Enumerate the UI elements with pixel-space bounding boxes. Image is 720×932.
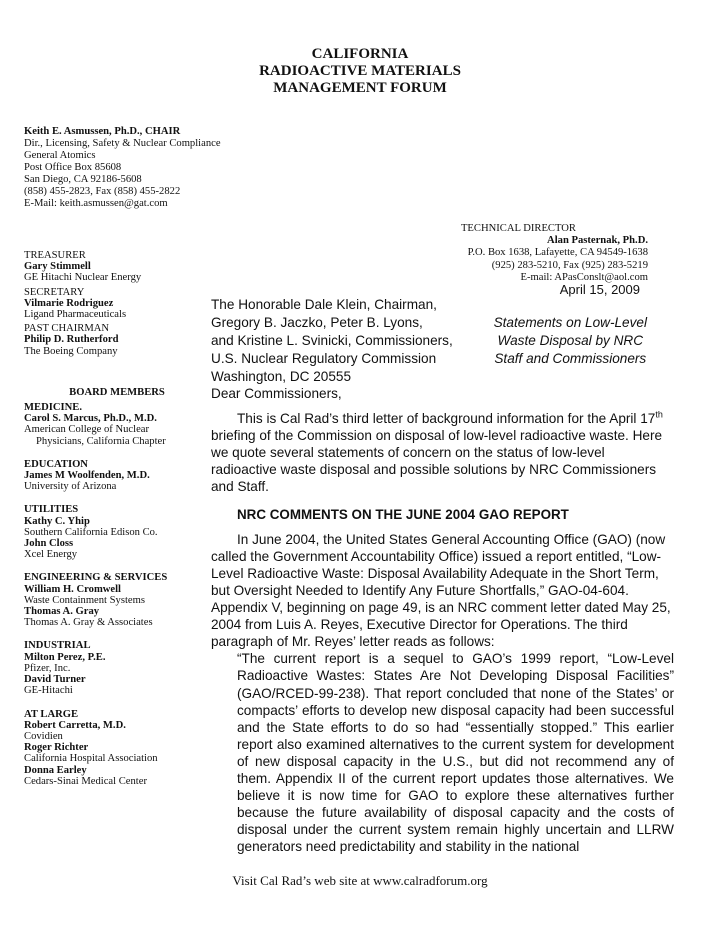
addressee-line: and Kristine L. Svinicki, Commissioners, (211, 333, 453, 348)
member-name: David Turner (24, 674, 86, 686)
subject-block (494, 314, 647, 368)
member-name: Carol S. Marcus, Ph.D., M.D. (24, 413, 157, 425)
superscript: th (655, 409, 663, 420)
officer-role: PAST CHAIRMAN (24, 323, 110, 335)
board-category-medicine (24, 402, 210, 447)
member-name: Robert Carretta, M.D. (24, 719, 126, 731)
board-category-industrial (24, 640, 210, 696)
subject-line: Staff and Commissioners (494, 351, 647, 366)
member-org: University of Arizona (24, 481, 117, 493)
member-name: Thomas A. Gray (24, 606, 100, 618)
category-label: UTILITIES (24, 504, 79, 516)
addressee-line: Washington, DC 20555 (211, 369, 352, 384)
org-name-line-3: MANAGEMENT FORUM (273, 80, 447, 96)
chair-contact-block (24, 126, 221, 210)
technical-director-line: P.O. Box 1638, Lafayette, CA 94549-1638 (467, 247, 648, 259)
salutation: Dear Commissioners, (211, 386, 342, 401)
member-org: Southern California Edison Co. (24, 526, 158, 538)
org-name-line-1: CALIFORNIA (311, 46, 409, 62)
board-category-utilities (24, 504, 210, 560)
officer-entry (24, 250, 210, 284)
member-name: Donna Earley (24, 764, 87, 776)
officer-name: Philip D. Rutherford (24, 334, 119, 346)
officer-org: Ligand Pharmaceuticals (24, 309, 127, 321)
chair-name: Keith E. Asmussen, Ph.D., CHAIR (24, 126, 181, 137)
subject-line: Waste Disposal by NRC (497, 333, 644, 348)
chair-line: General Atomics (24, 150, 96, 161)
chair-line: Dir., Licensing, Safety & Nuclear Compliance (24, 138, 221, 149)
category-label: INDUSTRIAL (24, 640, 91, 652)
technical-director-block (461, 223, 648, 284)
board-category-education (24, 459, 210, 493)
member-name: Kathy C. Yhip (24, 515, 90, 527)
paragraph-text: briefing of the Commission on disposal of low-level radioactive waste. Here we quote several statements of concern on the status of low-level radioactive waste disposal and possible solutions by NRC Commissioners and Staff. (211, 428, 663, 495)
officer-org: GE Hitachi Nuclear Energy (24, 272, 142, 284)
board-members-heading: BOARD MEMBERS (69, 386, 165, 398)
letter-date: April 15, 2009 (559, 282, 640, 297)
member-name: Roger Richter (24, 742, 89, 754)
officer-entry (24, 323, 210, 357)
member-org: Thomas A. Gray & Associates (24, 617, 153, 629)
member-name: John Closs (24, 538, 74, 550)
member-org: Pfizer, Inc. (24, 662, 71, 674)
category-label: ENGINEERING & SERVICES (24, 572, 168, 584)
org-name-line-2: RADIOACTIVE MATERIALS (259, 63, 461, 79)
subject-line: Statements on Low-Level (493, 315, 647, 330)
officer-role: SECRETARY (24, 286, 85, 298)
member-org: Waste Containment Systems (24, 594, 145, 606)
officer-org: The Boeing Company (24, 345, 118, 357)
member-org: Physicians, California Chapter (36, 435, 166, 447)
member-name: William H. Cromwell (24, 583, 122, 595)
category-label: EDUCATION (24, 458, 88, 470)
block-quote: “The current report is a sequel to GAO’s 1999 report, “Low-Level Radioactive Wastes: States Are Not Developing Disposal Facilities” (GAO/RCED-99-238). That report concluded that none of the States’ or compacts’ efforts to develop new disposal capacity had been successful and the State efforts to do so had “essentially stopped.” This earlier report also examined alternatives to the current system for development of new disposal capacity in the U.S., but did not recommend any of them. Appendix II of the current report updates those alternatives. We believe it is now time for GAO to explore these alternatives further because the future availability of disposal capacity and the costs of disposal under the current system remain highly uncertain and LLRW generators need predictability and stability in the national (237, 651, 674, 855)
chair-email: E-Mail: keith.asmussen@gat.com (24, 198, 168, 209)
paragraph-text: This is Cal Rad’s third letter of background information for the April 17 (237, 411, 656, 427)
officer-name: Vilmarie Rodriguez (24, 297, 114, 309)
member-org: Xcel Energy (24, 549, 78, 561)
member-org: GE-Hitachi (24, 685, 73, 697)
board-category-engineering (24, 572, 210, 628)
paragraph-intro (211, 410, 674, 495)
technical-director-title: TECHNICAL DIRECTOR (460, 223, 576, 234)
addressee-line: U.S. Nuclear Regulatory Commission (211, 351, 437, 366)
technical-director-name: Alan Pasternak, Ph.D. (547, 235, 648, 247)
section-heading: NRC COMMENTS ON THE JUNE 2004 GAO REPORT (237, 506, 569, 522)
officer-entry (24, 287, 210, 321)
category-label: AT LARGE (24, 708, 79, 720)
addressee-block (211, 296, 453, 386)
technical-director-email: E-mail: APasConslt@aol.com (520, 271, 648, 283)
technical-director-line: (925) 283-5210, Fax (925) 283-5219 (491, 259, 648, 271)
category-label: MEDICINE. (24, 402, 82, 414)
member-org: Cedars-Sinai Medical Center (24, 775, 147, 787)
letterhead-title (0, 46, 720, 97)
member-org: California Hospital Association (24, 753, 158, 765)
member-org: American College of Nuclear (24, 424, 150, 436)
addressee-line: Gregory B. Jaczko, Peter B. Lyons, (211, 315, 423, 330)
paragraph-gao-report: In June 2004, the United States General Accounting Office (GAO) (now called the Government Accountability Office) issued a report entitled, “Low-Level Radioactive Waste: Disposal Availability Adequate in the Short Term, but Oversight Needed to Identify Any Future Shortfalls,” GAO-04-604. Appendix V, beginning on page 49, is an NRC comment letter dated May 25, 2004 from Luis A. Reyes, Executive Director for Operations. The third paragraph of Mr. Reyes’ letter reads as follows: (211, 531, 671, 650)
officers-sidebar (24, 250, 210, 787)
addressee-line: The Honorable Dale Klein, Chairman, (211, 297, 437, 312)
footer-website: Visit Cal Rad’s web site at www.calradforum.org (232, 873, 488, 888)
chair-line: (858) 455-2823, Fax (858) 455-2822 (24, 186, 181, 197)
board-category-at-large (24, 709, 210, 787)
chair-line: Post Office Box 85608 (24, 162, 122, 173)
member-name: James M Woolfenden, M.D. (24, 470, 150, 482)
member-name: Milton Perez, P.E. (24, 651, 106, 663)
officer-name: Gary Stimmell (24, 261, 91, 273)
letter-body (211, 385, 674, 855)
chair-line: San Diego, CA 92186-5608 (24, 174, 142, 185)
officer-role: TREASURER (24, 250, 86, 261)
member-org: Covidien (24, 730, 63, 742)
